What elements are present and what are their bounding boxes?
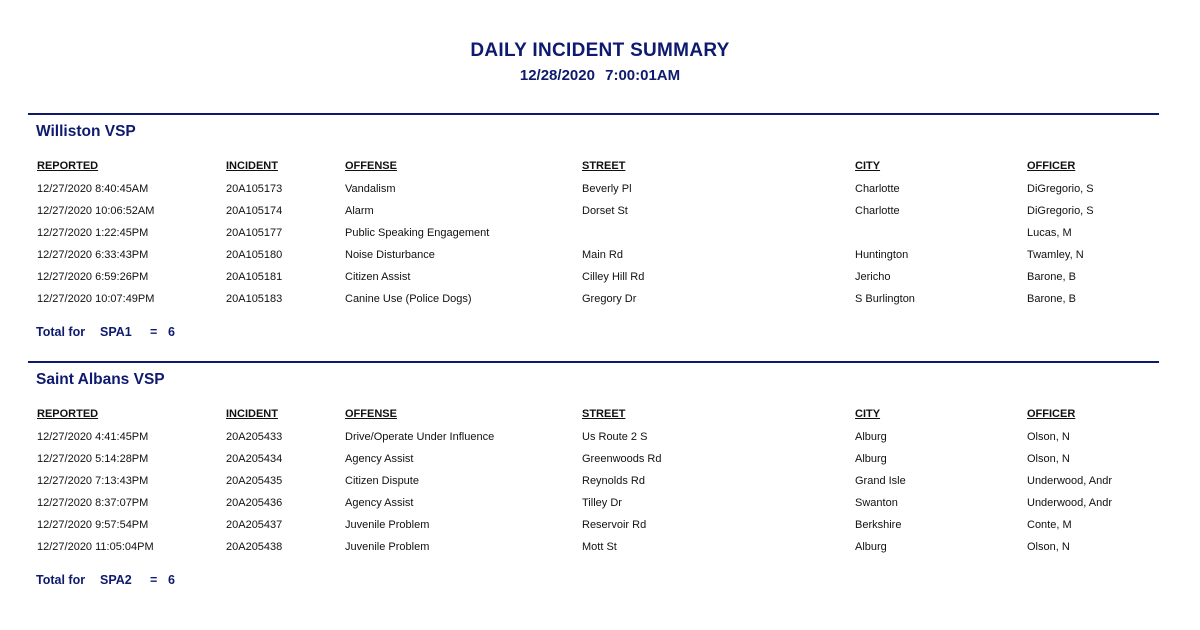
cell-street: Us Route 2 S [582, 431, 648, 443]
cell-officer: Lucas, M [1027, 227, 1072, 239]
cell-city: Jericho [855, 271, 891, 283]
cell-reported: 12/27/2020 8:40:45AM [37, 183, 149, 195]
cell-offense: Juvenile Problem [345, 519, 430, 531]
report-datetime: 12/28/2020 7:00:01AM [519, 67, 681, 84]
cell-offense: Canine Use (Police Dogs) [345, 293, 472, 305]
cell-reported: 12/27/2020 5:14:28PM [37, 453, 149, 465]
cell-street: Gregory Dr [582, 293, 637, 305]
cell-reported: 12/27/2020 6:33:43PM [37, 249, 149, 261]
cell-reported: 12/27/2020 7:13:43PM [37, 475, 149, 487]
cell-offense: Juvenile Problem [345, 541, 430, 553]
total-equals: = [150, 573, 158, 587]
header-offense: OFFENSE [345, 160, 397, 172]
cell-incident: 20A205434 [226, 453, 283, 465]
table-row [28, 453, 1159, 475]
table-row [28, 183, 1159, 205]
cell-offense: Alarm [345, 205, 374, 217]
cell-street: Reynolds Rd [582, 475, 645, 487]
cell-reported: 12/27/2020 9:57:54PM [37, 519, 149, 531]
cell-city: Alburg [855, 541, 887, 553]
cell-reported: 12/27/2020 6:59:26PM [37, 271, 149, 283]
cell-street: Reservoir Rd [582, 519, 647, 531]
cell-officer: Barone, B [1027, 271, 1076, 283]
section-total [36, 573, 175, 587]
header-city: CITY [855, 160, 881, 172]
table-row [28, 541, 1159, 563]
section-divider [28, 361, 1159, 363]
cell-street: Cilley Hill Rd [582, 271, 645, 283]
cell-offense: Vandalism [345, 183, 396, 195]
total-equals: = [150, 325, 158, 339]
cell-officer: Conte, M [1027, 519, 1072, 531]
header-reported: REPORTED [37, 160, 99, 172]
table-row [28, 431, 1159, 453]
cell-officer: Barone, B [1027, 293, 1076, 305]
cell-offense: Agency Assist [345, 453, 414, 465]
cell-incident: 20A105180 [226, 249, 283, 261]
cell-officer: Olson, N [1027, 431, 1070, 443]
cell-offense: Public Speaking Engagement [345, 227, 490, 239]
cell-street: Tilley Dr [582, 497, 622, 509]
report-title: DAILY INCIDENT SUMMARY [470, 40, 730, 61]
cell-officer: DiGregorio, S [1027, 183, 1094, 195]
total-count: 6 [168, 325, 175, 339]
cell-officer: Olson, N [1027, 541, 1070, 553]
cell-reported: 12/27/2020 8:37:07PM [37, 497, 149, 509]
cell-city: Charlotte [855, 205, 900, 217]
cell-incident: 20A105174 [226, 205, 283, 217]
cell-offense: Citizen Assist [345, 271, 411, 283]
total-code: SPA2 [100, 573, 132, 587]
cell-city: S Burlington [855, 293, 915, 305]
cell-street: Dorset St [582, 205, 628, 217]
cell-officer: Underwood, Andr [1027, 497, 1112, 509]
cell-street: Mott St [582, 541, 617, 553]
section-title: Saint Albans VSP [36, 371, 165, 388]
cell-reported: 12/27/2020 4:41:45PM [37, 431, 149, 443]
cell-incident: 20A205433 [226, 431, 283, 443]
table-row [28, 475, 1159, 497]
header-street: STREET [582, 160, 626, 172]
cell-city: Charlotte [855, 183, 900, 195]
header-officer: OFFICER [1027, 408, 1076, 420]
cell-officer: Twamley, N [1027, 249, 1084, 261]
cell-incident: 20A105177 [226, 227, 283, 239]
cell-reported: 12/27/2020 11:05:04PM [37, 541, 154, 553]
cell-city: Huntington [855, 249, 909, 261]
cell-offense: Citizen Dispute [345, 475, 419, 487]
cell-reported: 12/27/2020 1:22:45PM [37, 227, 149, 239]
cell-incident: 20A105183 [226, 293, 283, 305]
cell-street: Beverly Pl [582, 183, 632, 195]
table-row [28, 293, 1159, 315]
cell-incident: 20A205435 [226, 475, 283, 487]
cell-officer: Olson, N [1027, 453, 1070, 465]
header-offense: OFFENSE [345, 408, 397, 420]
cell-city: Swanton [855, 497, 898, 509]
header-officer: OFFICER [1027, 160, 1076, 172]
cell-city: Alburg [855, 453, 887, 465]
header-incident: INCIDENT [226, 160, 278, 172]
cell-offense: Noise Disturbance [345, 249, 435, 261]
cell-officer: DiGregorio, S [1027, 205, 1094, 217]
table-row [28, 249, 1159, 271]
section-total [36, 325, 175, 339]
cell-street: Main Rd [582, 249, 623, 261]
cell-officer: Underwood, Andr [1027, 475, 1112, 487]
total-label: Total for [36, 573, 86, 587]
cell-city: Alburg [855, 431, 887, 443]
cell-incident: 20A205437 [226, 519, 283, 531]
header-city: CITY [855, 408, 881, 420]
section-divider [28, 113, 1159, 115]
cell-reported: 12/27/2020 10:06:52AM [37, 205, 155, 217]
total-label: Total for [36, 325, 86, 339]
cell-reported: 12/27/2020 10:07:49PM [37, 293, 155, 305]
cell-incident: 20A205436 [226, 497, 283, 509]
table-row [28, 271, 1159, 293]
cell-incident: 20A105181 [226, 271, 283, 283]
cell-city: Berkshire [855, 519, 902, 531]
table-row [28, 227, 1159, 249]
cell-street: Greenwoods Rd [582, 453, 662, 465]
total-count: 6 [168, 573, 175, 587]
cell-city: Grand Isle [855, 475, 906, 487]
header-reported: REPORTED [37, 408, 99, 420]
table-row [28, 519, 1159, 541]
section-title: Williston VSP [36, 123, 136, 140]
cell-incident: 20A205438 [226, 541, 283, 553]
table-row [28, 205, 1159, 227]
cell-incident: 20A105173 [226, 183, 283, 195]
cell-offense: Agency Assist [345, 497, 414, 509]
cell-offense: Drive/Operate Under Influence [345, 431, 495, 443]
header-incident: INCIDENT [226, 408, 278, 420]
table-row [28, 497, 1159, 519]
total-code: SPA1 [100, 325, 132, 339]
header-street: STREET [582, 408, 626, 420]
